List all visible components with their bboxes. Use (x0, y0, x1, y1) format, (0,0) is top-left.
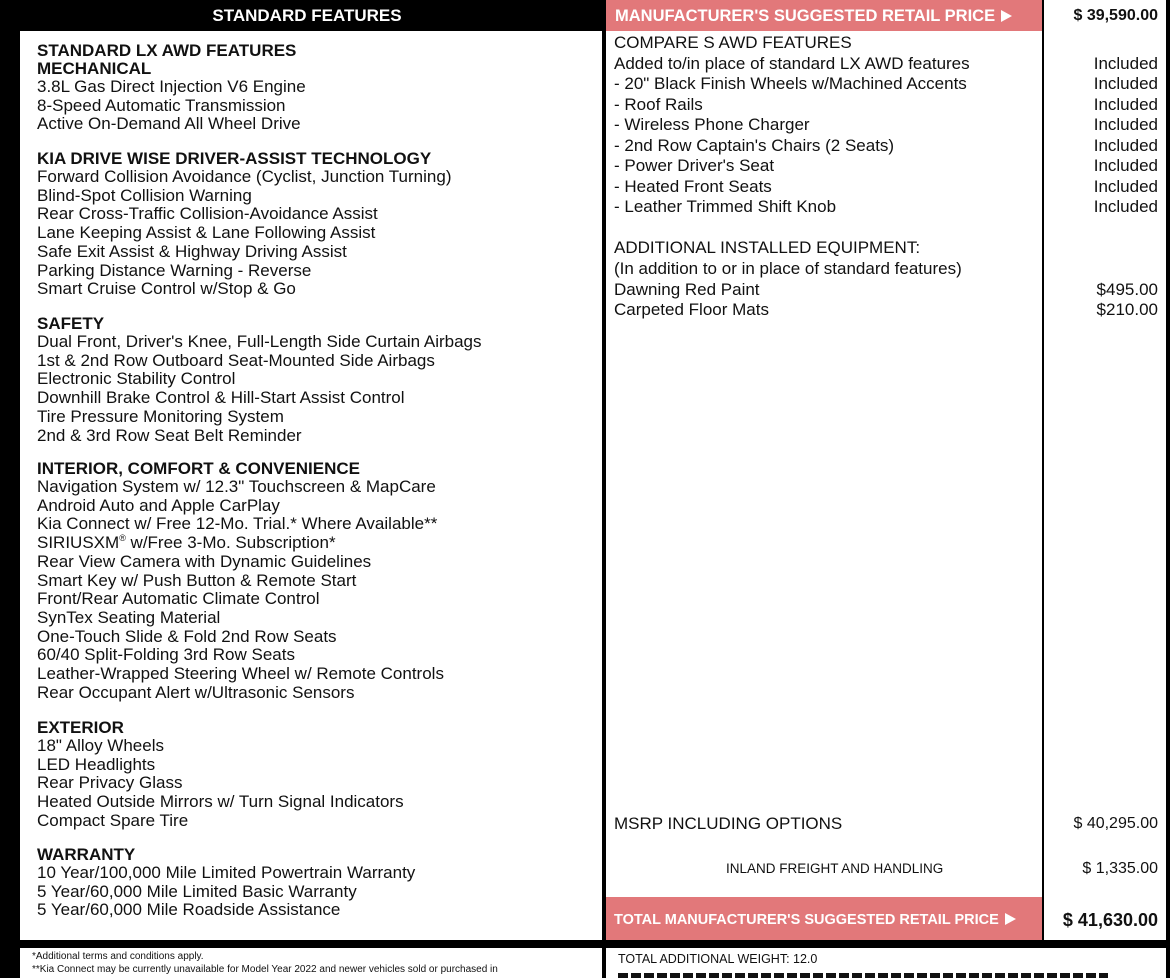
feature-item: Smart Key w/ Push Button & Remote Start (37, 570, 357, 590)
msrp-label: MANUFACTURER'S SUGGESTED RETAIL PRICE (615, 7, 996, 25)
compare-label: - Roof Rails (614, 94, 703, 114)
pricing-panel (606, 31, 1166, 940)
section-interior (20, 460, 444, 702)
compare-label: - 2nd Row Captain's Chairs (2 Seats) (614, 135, 895, 155)
feature-item: Rear Cross-Traffic Collision-Avoidance Assist (37, 204, 378, 224)
section-warranty (20, 846, 415, 920)
compare-value: Included (1093, 53, 1158, 73)
feature-item: Rear View Camera with Dynamic Guidelines (37, 551, 372, 571)
feature-item: Safe Exit Assist & Highway Driving Assist (37, 241, 347, 261)
feature-item: 1st & 2nd Row Outboard Seat-Mounted Side Airbags (37, 350, 435, 370)
feature-item: Parking Distance Warning - Reverse (37, 260, 312, 280)
standard-features-panel (20, 31, 602, 940)
feature-item: Kia Connect w/ Free 12-Mo. Trial.* Where Available** (37, 514, 438, 534)
compare-row (606, 136, 1166, 157)
compare-value: Included (1093, 135, 1158, 155)
msrp-base-price: $ 39,590.00 (1044, 0, 1166, 31)
section-title: STANDARD LX AWD FEATURES (37, 41, 297, 60)
feature-item: 10 Year/100,000 Mile Limited Powertrain Warranty (37, 863, 416, 882)
feature-item: 60/40 Split-Folding 3rd Row Seats (37, 645, 295, 665)
section-exterior (20, 719, 404, 831)
compare-row (606, 177, 1166, 198)
feature-item: Dual Front, Driver's Knee, Full-Length Side Curtain Airbags (37, 332, 482, 351)
feature-item: Navigation System w/ 12.3" Touchscreen & MapCare (37, 477, 436, 496)
feature-item: Front/Rear Automatic Climate Control (37, 589, 320, 609)
footer-notes (20, 948, 602, 978)
freight-row (606, 859, 1166, 880)
section-title: SAFETY (37, 314, 105, 333)
footnote: **Kia Connect may be currently unavailable for Model Year 2022 and newer vehicles sold or purchased in (32, 963, 498, 975)
compare-label: - Power Driver's Seat (614, 156, 775, 175)
feature-item: 8-Speed Automatic Transmission (37, 95, 286, 115)
feature-item: 2nd & 3rd Row Seat Belt Reminder (37, 425, 302, 445)
feature-item: 18" Alloy Wheels (37, 736, 164, 755)
compare-title-row (606, 33, 1166, 54)
feature-item: Heated Outside Mirrors w/ Turn Signal Indicators (37, 792, 404, 812)
feature-item-siriusxm (37, 534, 444, 553)
feature-item: Leather-Wrapped Steering Wheel w/ Remote Controls (37, 664, 444, 684)
arrow-right-icon (1005, 913, 1016, 925)
feature-item: 3.8L Gas Direct Injection V6 Engine (37, 77, 306, 96)
feature-item: SynTex Seating Material (37, 607, 221, 627)
feature-item: Tire Pressure Monitoring System (37, 406, 284, 426)
cut-off-text-line (618, 973, 1108, 978)
arrow-right-icon (1001, 10, 1012, 22)
compare-value: Included (1093, 94, 1158, 114)
standard-features-header: STANDARD FEATURES (0, 0, 614, 30)
additional-title-row (606, 238, 1166, 259)
msrp-including-row (606, 814, 1166, 835)
option-row (606, 280, 1166, 301)
footnote: *Additional terms and conditions apply. (32, 951, 204, 962)
total-msrp-label: TOTAL MANUFACTURER'S SUGGESTED RETAIL PRICE (614, 912, 999, 928)
feature-item: Downhill Brake Control & Hill-Start Assist Control (37, 388, 405, 408)
compare-row (606, 54, 1166, 75)
option-label: Dawning Red Paint (614, 279, 760, 299)
compare-value: Included (1093, 156, 1158, 175)
compare-row (606, 197, 1166, 218)
siriusxm-suffix: w/Free 3-Mo. Subscription* (125, 533, 336, 553)
siriusxm-label: SIRIUSXM (37, 533, 120, 553)
compare-row (606, 156, 1166, 177)
option-label: Carpeted Floor Mats (614, 300, 769, 319)
compare-title: COMPARE S AWD FEATURES (614, 33, 852, 52)
option-price: $210.00 (1096, 300, 1158, 319)
compare-label: - Heated Front Seats (614, 176, 772, 196)
feature-item: Active On-Demand All Wheel Drive (37, 114, 301, 134)
compare-value: Included (1093, 197, 1158, 216)
msrp-including-label: MSRP INCLUDING OPTIONS (614, 814, 843, 833)
feature-item: Electronic Stability Control (37, 369, 236, 389)
feature-item: Blind-Spot Collision Warning (37, 185, 252, 205)
section-mechanical (20, 42, 306, 134)
feature-item: Android Auto and Apple CarPlay (37, 495, 280, 515)
compare-value: Included (1093, 115, 1158, 134)
compare-label: - Leather Trimmed Shift Knob (614, 197, 837, 216)
freight-value: $ 1,335.00 (1082, 860, 1158, 877)
additional-sub-row (606, 259, 1166, 280)
option-price: $495.00 (1096, 279, 1158, 299)
compare-value: Included (1093, 176, 1158, 196)
msrp-header (606, 0, 1042, 31)
compare-row (606, 95, 1166, 116)
msrp-including-value: $ 40,295.00 (1073, 815, 1158, 832)
freight-label: INLAND FREIGHT AND HANDLING (726, 861, 944, 876)
compare-label: - 20" Black Finish Wheels w/Machined Accents (614, 74, 967, 93)
additional-subtitle: (In addition to or in place of standard features) (614, 259, 962, 278)
option-row (606, 300, 1166, 321)
compare-value: Included (1093, 74, 1158, 93)
section-safety (20, 315, 482, 445)
registered-mark: ® (119, 533, 126, 544)
feature-item: 5 Year/60,000 Mile Roadside Assistance (37, 900, 341, 920)
total-msrp-bar (606, 897, 1042, 940)
total-msrp-value: $ 41,630.00 (1044, 897, 1166, 940)
footer-weight (606, 948, 1166, 978)
compare-label: - Wireless Phone Charger (614, 115, 810, 134)
section-title: WARRANTY (37, 845, 136, 864)
section-title: EXTERIOR (37, 718, 124, 737)
feature-item: One-Touch Slide & Fold 2nd Row Seats (37, 626, 337, 646)
feature-item: Compact Spare Tire (37, 810, 189, 830)
section-title: INTERIOR, COMFORT & CONVENIENCE (37, 459, 361, 478)
additional-title: ADDITIONAL INSTALLED EQUIPMENT: (614, 238, 921, 257)
feature-item: Lane Keeping Assist & Lane Following Assist (37, 223, 376, 243)
total-weight: TOTAL ADDITIONAL WEIGHT: 12.0 (618, 952, 818, 966)
feature-item: LED Headlights (37, 754, 156, 774)
feature-item: 5 Year/60,000 Mile Limited Basic Warranty (37, 881, 357, 901)
compare-row (606, 115, 1166, 136)
feature-item: Rear Occupant Alert w/Ultrasonic Sensors (37, 682, 355, 702)
feature-item: Forward Collision Avoidance (Cyclist, Junction Turning) (37, 167, 452, 186)
compare-row (606, 74, 1166, 95)
compare-label: Added to/in place of standard LX AWD features (614, 53, 970, 73)
section-subtitle: MECHANICAL (37, 59, 152, 78)
feature-item: Rear Privacy Glass (37, 773, 183, 793)
section-title: KIA DRIVE WISE DRIVER-ASSIST TECHNOLOGY (37, 149, 432, 168)
section-driver-assist (20, 150, 451, 299)
price-column-divider (1042, 0, 1044, 940)
feature-item: Smart Cruise Control w/Stop & Go (37, 279, 296, 299)
